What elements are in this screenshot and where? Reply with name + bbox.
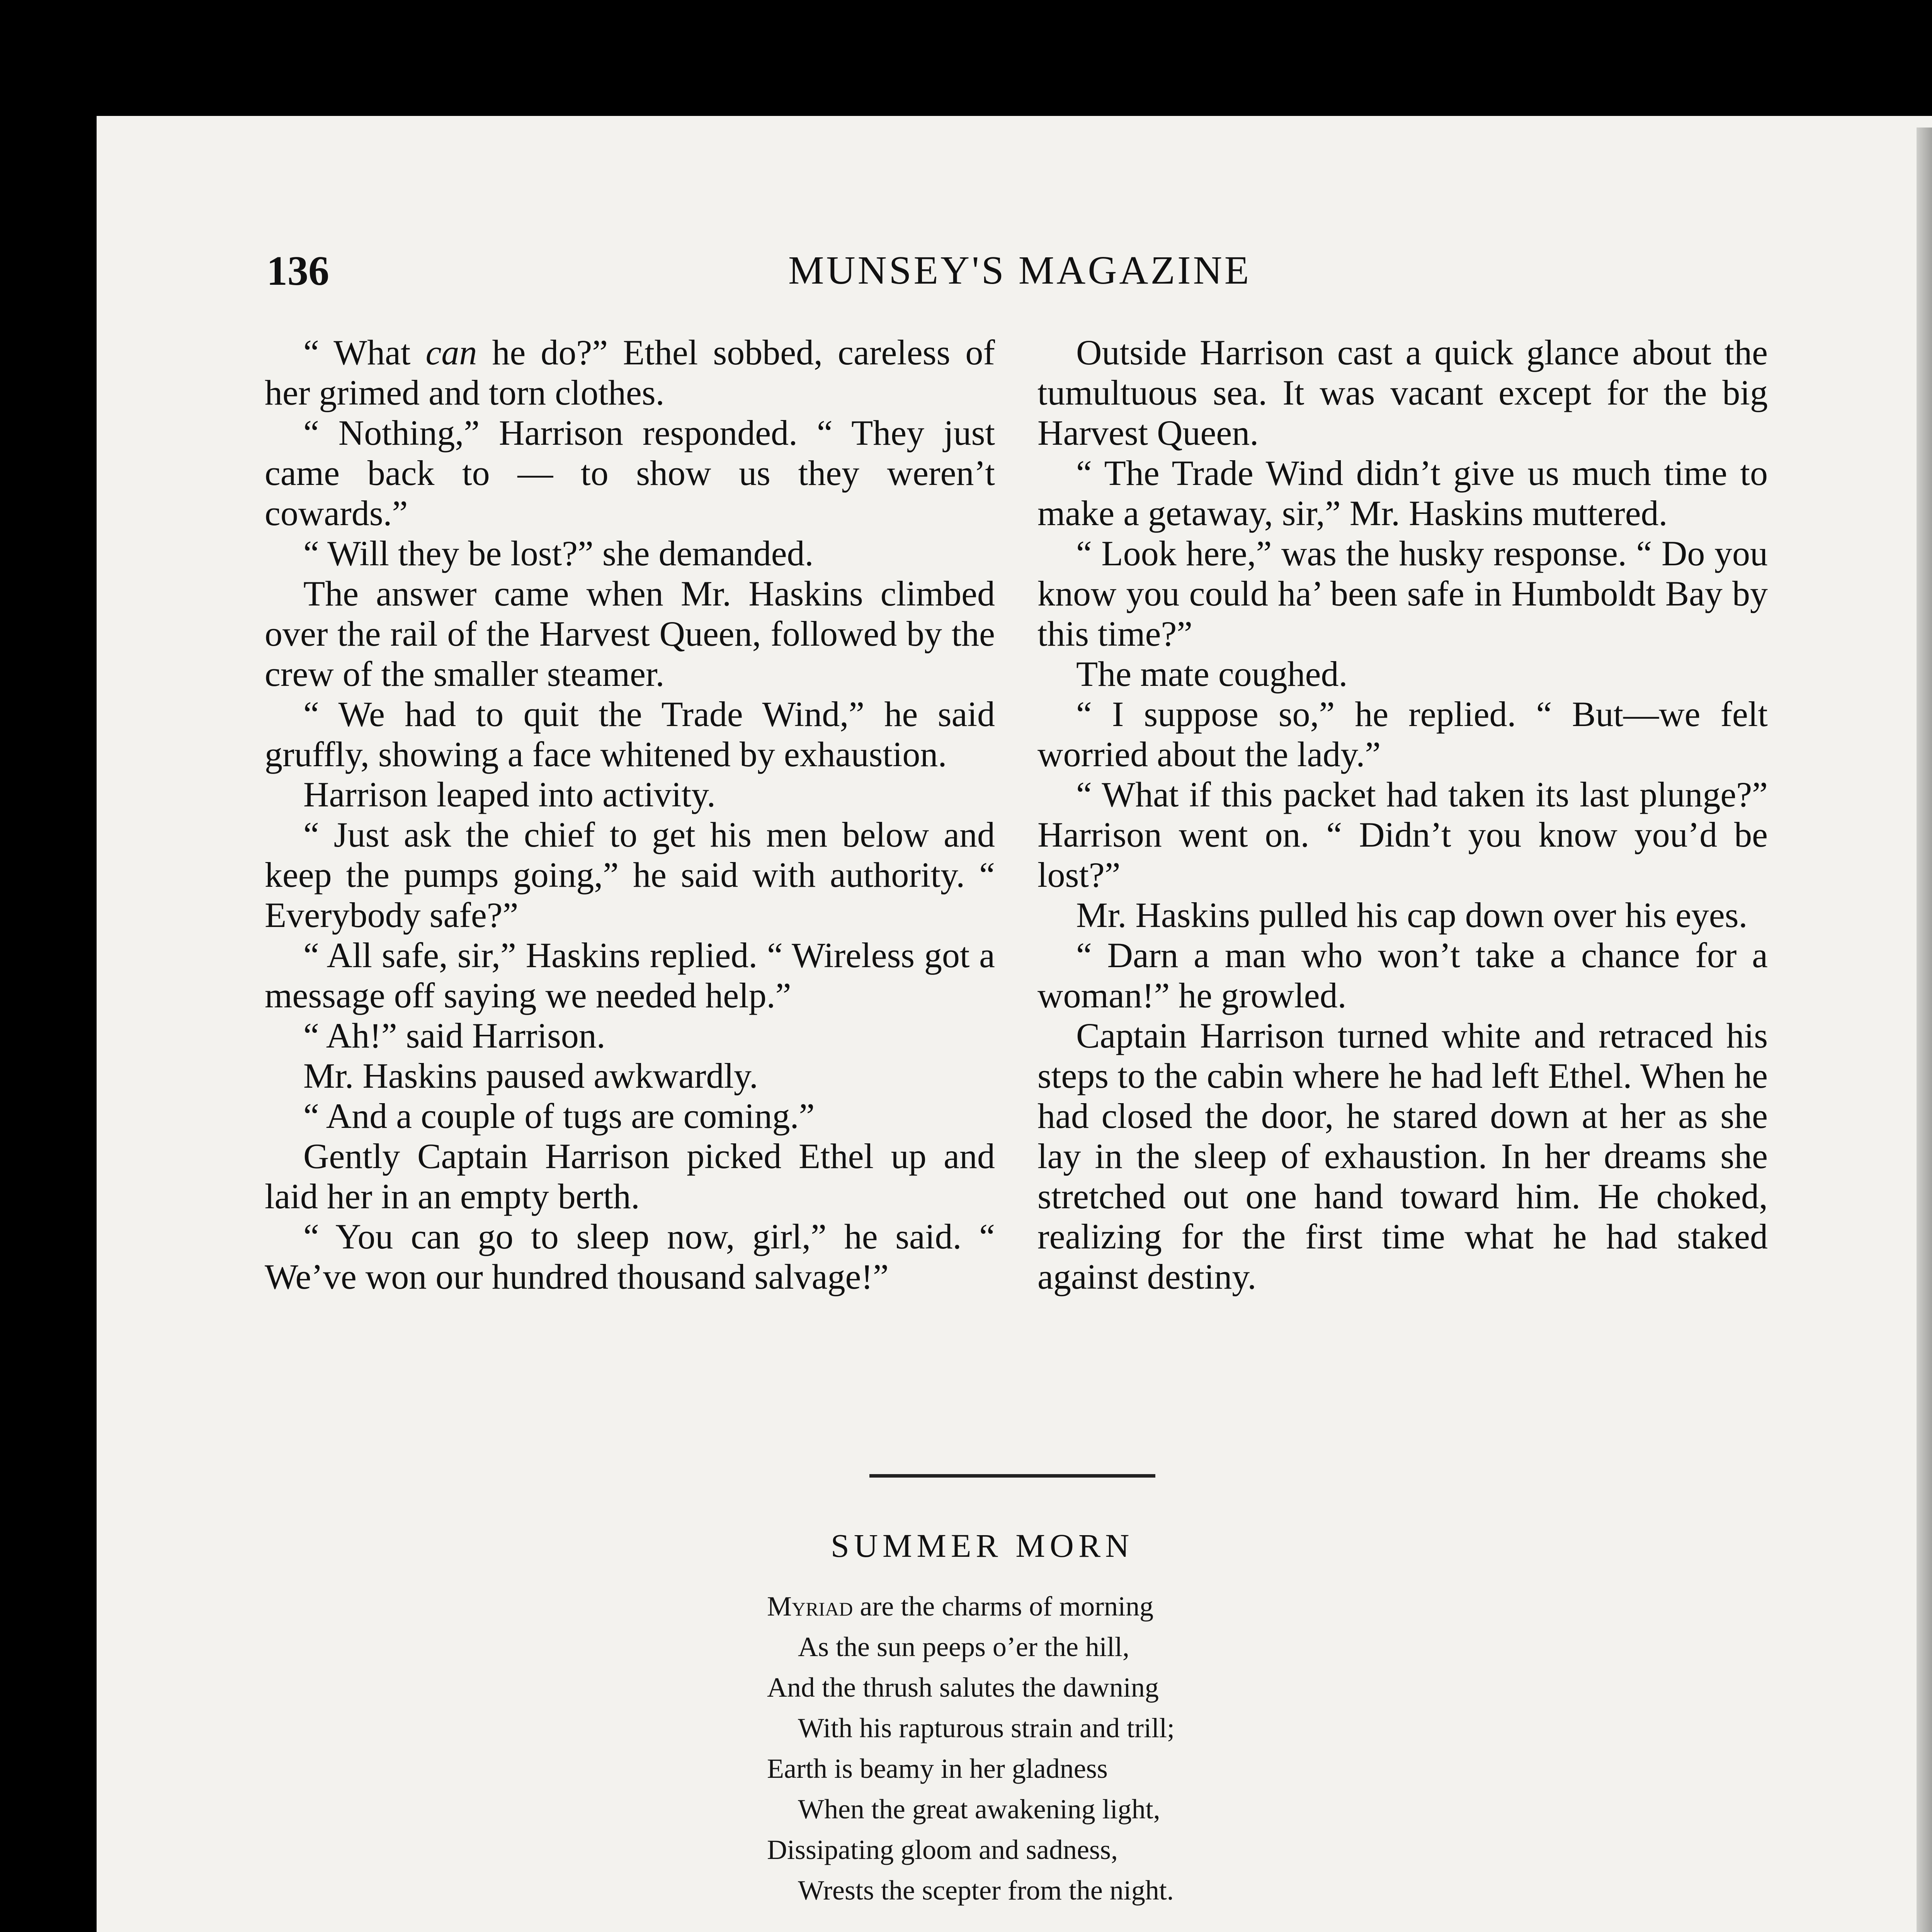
poem-line: And the thrush salutes the dawning	[767, 1672, 1159, 1703]
poem-line: Dissipating gloom and sadness,	[767, 1834, 1118, 1865]
paragraph: “ Ah!” said Harrison.	[303, 1016, 605, 1055]
page-number: 136	[267, 248, 329, 294]
paragraph: “ The Trade Wind didn’t give us much time to make a getaway, sir,” Mr. Haskins muttered.	[1037, 453, 1768, 533]
poem-line: When the great awakening light,	[798, 1794, 1160, 1825]
poem	[767, 1586, 1183, 1932]
page-header	[267, 247, 1735, 301]
paragraph: Mr. Haskins paused awkwardly.	[303, 1056, 759, 1095]
section-divider	[869, 1474, 1155, 1478]
paragraph: “ Just ask the chief to get his men below and keep the pumps going,” he said with authority. “ Everybody safe?”	[265, 815, 995, 935]
paragraph: “ What if this packet had taken its last plunge?” Harrison went on. “ Didn’t you know you’d be lost?”	[1037, 775, 1768, 895]
running-head: MUNSEY'S MAGAZINE	[788, 248, 1252, 293]
paragraph: “ And a couple of tugs are coming.”	[303, 1096, 815, 1136]
right-column	[1037, 332, 1768, 1297]
paragraph: “ I suppose so,” he replied. “ But—we felt worried about the lady.”	[1037, 694, 1768, 774]
poem-stanza	[767, 1586, 1183, 1911]
paragraph: “ Will they be lost?” she demanded.	[303, 534, 814, 573]
poem-line: Wrests the scepter from the night.	[798, 1875, 1174, 1906]
paragraph: “ Darn a man who won’t take a chance for a woman!” he growled.	[1037, 935, 1768, 1015]
paragraph: “ Nothing,” Harrison responded. “ They just came back to — to show us they weren’t cowards.”	[265, 413, 995, 533]
poem-line: Myriad are the charms of morning	[767, 1591, 1154, 1622]
poem-line: As the sun peeps o’er the hill,	[798, 1631, 1129, 1662]
drop-word: Myriad	[767, 1591, 853, 1622]
paragraph: “ We had to quit the Trade Wind,” he said gruffly, showing a face whitened by exhaustion.	[265, 694, 995, 774]
page-edge-shadow	[1917, 128, 1932, 1932]
paragraph: Harrison leaped into activity.	[303, 775, 716, 814]
paragraph: “ What can he do?” Ethel sobbed, careless of her grimed and torn clothes.	[265, 333, 995, 412]
paragraph: The mate coughed.	[1076, 654, 1348, 694]
paragraph: Captain Harrison turned white and retraced his steps to the cabin where he had left Ethel. When he had closed the door, he stared down at her as she lay in the sleep of exhaustion. In her dreams she stretched out one hand toward him. He choked, realizing for the first time what he had staked against destiny.	[1037, 1016, 1768, 1296]
poem-title: SUMMER MORN	[831, 1527, 1134, 1564]
paragraph: Gently Captain Harrison picked Ethel up and laid her in an empty berth.	[265, 1136, 995, 1216]
poem-line: With his rapturous strain and trill;	[798, 1713, 1175, 1743]
left-column	[265, 332, 995, 1297]
paragraph: “ Look here,” was the husky response. “ Do you know you could ha’ been safe in Humboldt Bay by this time?”	[1037, 534, 1768, 653]
poem-line: Earth is beamy in her gladness	[767, 1753, 1108, 1784]
paragraph: “ All safe, sir,” Haskins replied. “ Wireless got a message off saying we needed help.”	[265, 935, 995, 1015]
paragraph: The answer came when Mr. Haskins climbed over the rail of the Harvest Queen, followed by the crew of the smaller steamer.	[265, 574, 995, 694]
paragraph: Mr. Haskins pulled his cap down over his eyes.	[1076, 895, 1748, 935]
paragraph: Outside Harrison cast a quick glance about the tumultuous sea. It was vacant except for the big Harvest Queen.	[1037, 333, 1768, 452]
paragraph: “ You can go to sleep now, girl,” he said. “ We’ve won our hundred thousand salvage!”	[265, 1217, 995, 1296]
